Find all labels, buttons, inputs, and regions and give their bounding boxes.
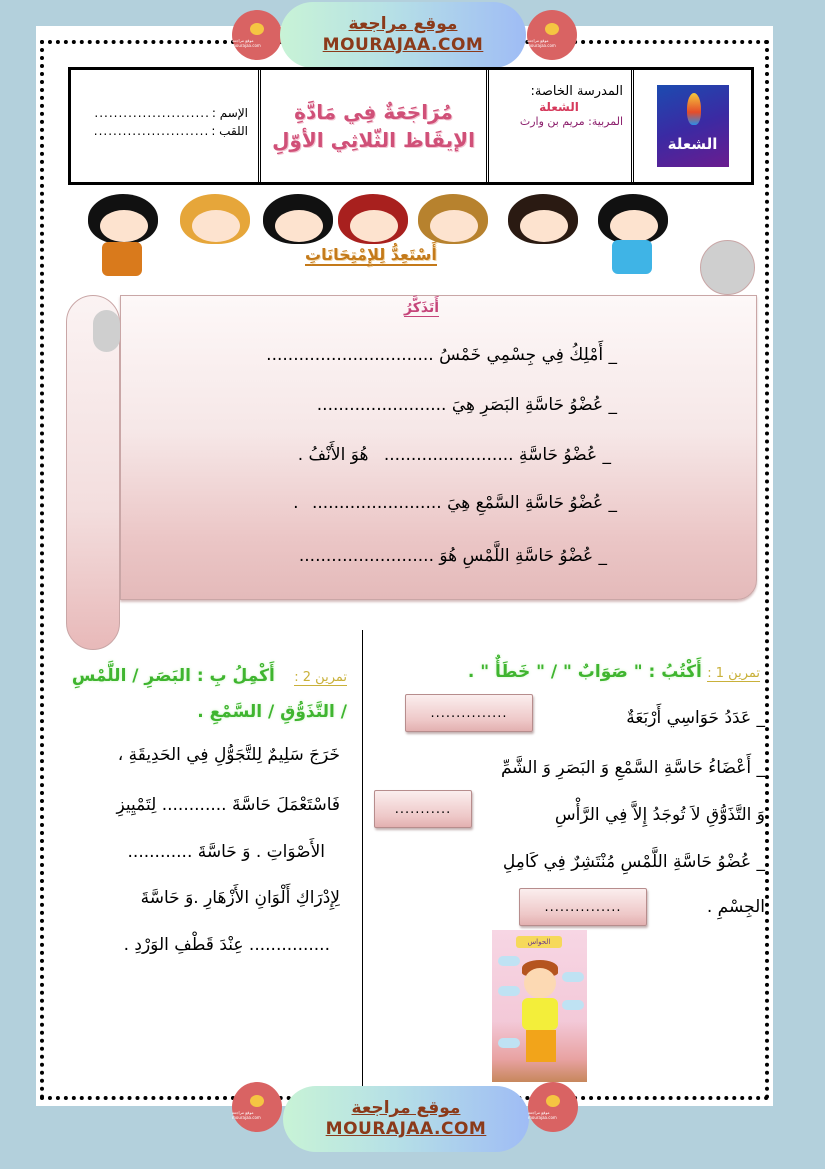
exercise2-paragraph-line: ............... عِنْدَ قَطْفِ الوَرْدِ . bbox=[123, 935, 330, 955]
kid-figure bbox=[263, 194, 333, 244]
badge-text: موقع مراجعة mourajaa.com bbox=[232, 1109, 261, 1120]
site-badge-left[interactable] bbox=[232, 10, 282, 60]
exercise1-instruction: أَكْتُبُ : " صَوَابٌ " / " خَطَأٌ " . bbox=[467, 662, 702, 682]
school-label: المدرسة الخاصة: bbox=[530, 84, 623, 99]
name-label: الإسم : bbox=[211, 106, 248, 120]
school-logo bbox=[657, 85, 729, 167]
answer-box[interactable] bbox=[374, 790, 472, 828]
line-text: _ عُضْوُ حَاسَّةِ bbox=[518, 445, 611, 465]
teacher-name: المربية: مريم بن وارث bbox=[519, 115, 623, 128]
line-text-after: هُوَ الأَنْفُ . bbox=[297, 445, 369, 465]
blank-field[interactable]: ........................ bbox=[316, 395, 447, 415]
site-badge-left-bottom[interactable] bbox=[232, 1082, 282, 1132]
student-name-cell bbox=[71, 70, 258, 182]
line-text: _ عُضْوُ حَاسَّةِ اللَّمْسِ هُوَ bbox=[439, 546, 607, 566]
answer-field[interactable]: ............... bbox=[544, 899, 622, 915]
answer-box[interactable] bbox=[519, 888, 647, 926]
senses-poster-image bbox=[492, 930, 587, 1082]
header-table bbox=[68, 67, 754, 185]
poster-title: الحواس bbox=[516, 936, 562, 948]
exercise2-number: تمرين 2 : bbox=[294, 670, 347, 685]
book-icon bbox=[545, 23, 559, 35]
remember-line bbox=[317, 395, 617, 415]
exercise2-paragraph-line: لِإِدْرَاكِ أَلْوَانِ الأَزْهَارِ .وَ حَاسَّةَ bbox=[140, 888, 340, 908]
blank-field[interactable]: ........................ bbox=[311, 493, 442, 513]
banner-arabic: موقع مراجعة bbox=[348, 14, 458, 34]
kid-figure bbox=[598, 194, 668, 244]
line-text: _ أَمْلِكُ فِي جِسْمِي خَمْسُ bbox=[439, 345, 617, 365]
exercise2-paragraph-line: خَرَجَ سَلِيمٌ لِلتَّجَوُّلِ فِي الحَدِيقَةِ ، bbox=[117, 745, 340, 765]
exercise1-statement: _ عُضْوُ حَاسَّةِ اللَّمْسِ مُنْتَشِرٌ فِي كَامِلِ bbox=[502, 852, 765, 872]
surname-field[interactable]: ........................ bbox=[93, 124, 210, 138]
worksheet-title-line1: مُرَاجَعَةٌ فِي مَادَّةِ bbox=[294, 100, 453, 124]
column-divider bbox=[362, 630, 363, 1095]
exercise1-statement: _ أَعْضَاءُ حَاسَّةِ السَّمْعِ وَ البَصَرِ وَ الشَّمِّ bbox=[500, 758, 765, 778]
logo-text: الشعلة bbox=[667, 135, 718, 153]
exercise1-statement: _ عَدَدُ حَوَاسِي أَرْبَعَةٌ bbox=[626, 708, 765, 728]
blank-field[interactable]: ......................... bbox=[298, 546, 434, 566]
answer-field[interactable]: ............... bbox=[430, 705, 508, 721]
kid-figure bbox=[88, 194, 158, 244]
exercise1-statement: الجِسْمِ . bbox=[706, 897, 765, 917]
exercise1-heading bbox=[468, 662, 760, 682]
surname-row[interactable] bbox=[91, 122, 248, 140]
exam-prep-title: أَسْتَعِدُّ لِلإِمْتِحَانَاتِ bbox=[305, 245, 437, 264]
badge-text: موقع مراجعة mourajaa.com bbox=[232, 37, 261, 48]
banner-arabic: موقع مراجعة bbox=[351, 1098, 461, 1118]
exercise2-paragraph-line: فَاسْتَعْمَلَ حَاسَّةَ ............ لِتَمْيِيزِ bbox=[116, 795, 340, 815]
name-row[interactable] bbox=[91, 104, 248, 122]
remember-line bbox=[266, 345, 617, 365]
title-cell bbox=[258, 70, 486, 182]
book-icon bbox=[250, 23, 264, 35]
exercise2-heading-cont bbox=[197, 702, 347, 722]
line-text: _ عُضْوُ حَاسَّةِ البَصَرِ هِيَ bbox=[451, 395, 617, 415]
exercise1-statement: وَ التَّذَوُّقِ لاَ تُوجَدُ إِلاَّ فِي الرَّأْسِ bbox=[554, 805, 765, 825]
kid-figure bbox=[180, 194, 250, 244]
answer-box[interactable] bbox=[405, 694, 533, 732]
banner-english: MOURAJAA.COM bbox=[325, 1119, 487, 1139]
line-text-after: . bbox=[293, 493, 299, 513]
line-text: _ عُضْوُ حَاسَّةِ السَّمْعِ هِيَ bbox=[447, 493, 617, 513]
kid-figure bbox=[418, 194, 488, 244]
site-banner-top[interactable] bbox=[280, 2, 526, 68]
surname-label: اللقب : bbox=[211, 124, 248, 138]
logo-cell bbox=[631, 70, 751, 182]
school-info-cell bbox=[486, 70, 631, 182]
blank-field[interactable]: ........................ bbox=[383, 445, 514, 465]
scroll-curl bbox=[93, 310, 120, 352]
exercise2-heading bbox=[72, 666, 347, 686]
kid-figure bbox=[338, 194, 408, 244]
badge-text: موقع مراجعة mourajaa.com bbox=[527, 37, 556, 48]
book-icon bbox=[546, 1095, 560, 1107]
remember-line bbox=[298, 445, 611, 465]
remember-line bbox=[293, 493, 617, 513]
exercise1-number: تمرين 1 : bbox=[707, 666, 760, 681]
banner-english: MOURAJAA.COM bbox=[322, 35, 484, 55]
blank-field[interactable]: ............................... bbox=[266, 345, 434, 365]
answer-field[interactable]: ........... bbox=[394, 801, 452, 817]
exercise2-instruction: أَكْمِلُ بِ : البَصَرِ / اللَّمْسِ bbox=[71, 666, 275, 686]
site-badge-right[interactable] bbox=[527, 10, 577, 60]
school-name: الشعلة bbox=[539, 100, 579, 114]
site-banner-bottom[interactable] bbox=[283, 1086, 529, 1152]
name-field[interactable]: ........................ bbox=[94, 106, 210, 120]
remember-title: أَتَذَكَّرُ bbox=[404, 300, 439, 316]
badge-text: موقع مراجعة mourajaa.com bbox=[528, 1109, 557, 1120]
exercise2-paragraph-line: الأَصْوَاتِ . وَ حَاسَّةَ ............ bbox=[127, 842, 325, 862]
book-icon bbox=[250, 1095, 264, 1107]
scroll-top-roll bbox=[700, 240, 755, 295]
site-badge-right-bottom[interactable] bbox=[528, 1082, 578, 1132]
exercise2-instruction: / التَّذَوُّقِ / السَّمْعِ . bbox=[197, 702, 347, 722]
worksheet-title-line2: الإيقَاظ الثّلاثِي الأوّلِ bbox=[272, 128, 475, 152]
remember-line bbox=[299, 546, 607, 566]
flame-icon bbox=[687, 93, 701, 125]
kid-figure bbox=[508, 194, 578, 244]
